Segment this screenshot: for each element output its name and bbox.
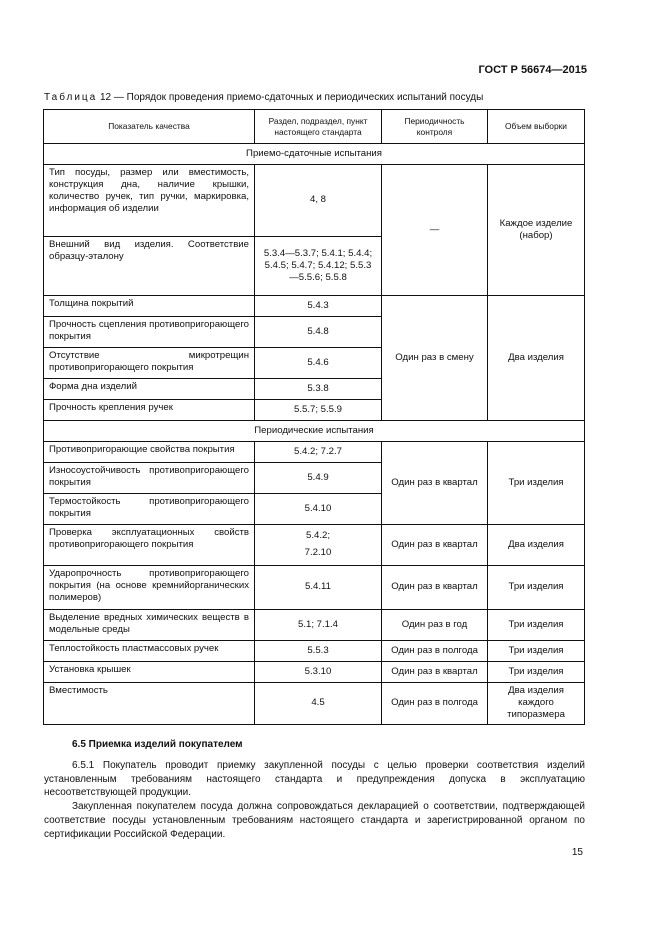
indicator-cell: Противопригорающие свойства покрытия [44,441,255,462]
table-row [44,565,585,609]
periodicity-cell: Один раз в год [382,609,488,640]
table-row [44,164,585,236]
reference-cell: 5.5.7; 5.5.9 [255,399,382,420]
sample-cell: Три изделия [488,565,585,609]
reference-cell: 5.5.3 [255,640,382,661]
periodicity-cell: Один раз в квартал [382,565,488,609]
reference-cell [255,524,382,565]
caption-text: 12 — Порядок проведения приемо-сдаточных и периодических испытаний посуды [97,92,484,103]
table-row [44,609,585,640]
indicator-cell: Износоустойчивость противопригорающего покрытия [44,462,255,493]
indicator-cell: Вместимость [44,682,255,724]
indicator-cell: Термостойкость противопригорающего покрытия [44,493,255,524]
sample-cell: Каждое изделие (набор) [488,164,585,295]
caption-prefix: Таблица [44,92,98,103]
table-row [44,661,585,682]
periodicity-cell: Один раз в квартал [382,661,488,682]
indicator-cell: Ударопрочность противопригорающего покрытия (на основе кремнийорганических полимеров) [44,565,255,609]
indicator-cell: Установка крышек [44,661,255,682]
periodicity-cell: Один раз в квартал [382,524,488,565]
page-number: 15 [571,847,583,858]
reference-cell: 5.4.3 [255,295,382,316]
table-row [44,441,585,462]
table-row [44,682,585,724]
reference-cell: 5.1; 7.1.4 [255,609,382,640]
section-heading-acceptance: Приемо-сдаточные испытания [44,144,585,165]
sample-cell: Два изделия [488,524,585,565]
indicator-cell: Теплостойкость пластмассовых ручек [44,640,255,661]
col-header-indicator: Показатель качества [44,110,255,144]
periodicity-cell: Один раз в полгода [382,682,488,724]
reference-cell: 5.4.2; 7.2.7 [255,441,382,462]
section-row [44,420,585,441]
reference-cell: 5.4.11 [255,565,382,609]
reference-cell: 5.4.10 [255,493,382,524]
indicator-cell: Внешний вид изделия. Соответствие образцу-эталону [44,236,255,295]
table-row [44,640,585,661]
section-6-5 [44,738,585,842]
sample-cell: Три изделия [488,640,585,661]
periodicity-cell: Один раз в смену [382,295,488,420]
reference-cell: 5.3.8 [255,378,382,399]
reference-cell: 5.3.10 [255,661,382,682]
col-header-reference: Раздел, подраздел, пункт настоящего стандарта [255,110,382,144]
table-row [44,295,585,316]
indicator-cell: Толщина покрытий [44,295,255,316]
reference-line: 5.4.2; [305,530,330,542]
periodicity-cell: — [382,164,488,295]
col-header-periodicity: Периодичность контроля [382,110,488,144]
sample-cell: Три изделия [488,441,585,524]
reference-cell: 5.4.9 [255,462,382,493]
table-caption [44,92,483,103]
section-title: 6.5 Приемка изделий покупателем [72,739,243,750]
table-header-row [44,110,585,144]
paragraph: 6.5.1 Покупатель проводит приемку закупленной посуды с целью проверки соответствия изделий установленным требованиям настоящего стандарта и предупреждения допуска в эксплуатацию несоответствующей продукции. [44,759,585,799]
section-row [44,144,585,165]
indicator-cell: Выделение вредных химических веществ в модельные среды [44,609,255,640]
standard-number: ГОСТ Р 56674—2015 [478,64,587,76]
reference-cell: 5.4.6 [255,347,382,378]
sample-cell: Три изделия [488,661,585,682]
indicator-cell: Форма дна изделий [44,378,255,399]
periodicity-cell: Один раз в квартал [382,441,488,524]
reference-line: 7.2.10 [304,547,332,559]
sample-cell: Два изделия каждого типоразмера [488,682,585,724]
reference-cell: 5.3.4—5.3.7; 5.4.1; 5.4.4; 5.4.5; 5.4.7; 5.4.12; 5.5.3—5.5.6; 5.5.8 [255,236,382,295]
indicator-cell: Тип посуды, размер или вместимость, конструкция дна, наличие крышки, количество ручек, тип ручки, маркировка, информация об изделии [44,164,255,236]
acceptance-tests-table [43,109,585,725]
reference-cell: 5.4.8 [255,316,382,347]
sample-cell: Три изделия [488,609,585,640]
indicator-cell: Прочность сцепления противопригорающего покрытия [44,316,255,347]
indicator-cell: Прочность крепления ручек [44,399,255,420]
col-header-sample: Объем выборки [488,110,585,144]
paragraph: Закупленная покупателем посуда должна сопровождаться декларацией о соответствии, подтверждающей соответствие посуды установленным требованиям настоящего стандарта и зарегистрированной органом по сертификации Российской Федерации. [44,801,585,840]
indicator-cell: Проверка эксплуатационных свойств противопригорающего покрытия [44,524,255,565]
periodicity-cell: Один раз в полгода [382,640,488,661]
sample-cell: Два изделия [488,295,585,420]
reference-cell: 4.5 [255,682,382,724]
indicator-cell: Отсутствие микротрещин противопригорающего покрытия [44,347,255,378]
reference-cell: 4, 8 [255,164,382,236]
table-row [44,524,585,565]
section-heading-periodic: Периодические испытания [44,420,585,441]
